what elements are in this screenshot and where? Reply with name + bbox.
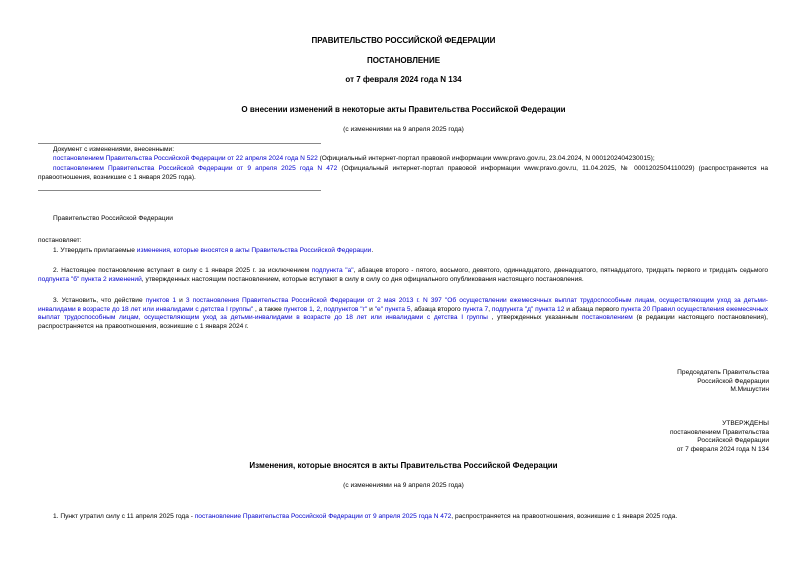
point-3-link[interactable]: 3 (185, 297, 190, 304)
subpoint-e-point-5-link[interactable]: "е" пункта 5 (374, 305, 411, 313)
annex-paragraph-1-end: , распространяется на правоотношения, возникшие с 1 января 2025 года. (451, 513, 678, 520)
amendment-472-details: (Официальный интернет-портал правовой информации www.pravo.gov.ru, 11.04.2025, № 0001202504110029) (распространяется на правоотношения, возникшие с 1 января 2025 года). (38, 165, 768, 181)
decides-line: постановляет: (38, 237, 82, 244)
signature-org: Российской Федерации (697, 377, 769, 385)
approved-date: от 7 февраля 2024 года N 134 (676, 446, 769, 454)
paragraph-2-text: 2. Настоящее постановление вступает в силу с 1 января 2025 г. за исключением (53, 267, 312, 274)
document-title: О внесении изменений в некоторые акты Правительства Российской Федерации (241, 105, 566, 114)
paragraph-3 (38, 297, 768, 332)
rules-point-1-link[interactable]: пунктов 1 (283, 305, 313, 313)
changes-item-2 (38, 165, 768, 182)
changes-bottom-divider (38, 190, 321, 191)
point-7-link[interactable]: пункта 7 (462, 305, 489, 313)
paragraph-3-text: , абзаца второго (410, 305, 463, 313)
rules-point-2-link[interactable]: 2 (316, 305, 321, 313)
date-number-heading: от 7 февраля 2024 года N 134 (345, 75, 462, 84)
approved-label: УТВЕРЖДЕНЫ (722, 420, 769, 427)
paragraph-2 (38, 267, 768, 284)
subpoints-g-link[interactable]: подпунктов "г" (323, 305, 368, 313)
paragraph-3-text: и (176, 297, 186, 304)
subparagraph-a-link[interactable]: подпункта "а" (311, 267, 354, 274)
amendment-link-522[interactable]: постановлением Правительства Российской Федерации от 22 апреля 2024 года N 522 (53, 155, 318, 162)
approved-org: Российской Федерации (697, 437, 769, 445)
amendment-link-472[interactable]: постановлением Правительства Российской Федерации от 9 апреля 2025 года N 472 (53, 165, 338, 172)
amendment-522-details: (Официальный интернет-портал правовой информации www.pravo.gov.ru, 23.04.2024, N 0001202404230015); (317, 155, 655, 162)
paragraph-3-text: и (367, 305, 375, 313)
paragraph-1 (53, 247, 768, 256)
amended-note: (с изменениями на 9 апреля 2025 года) (343, 126, 464, 133)
approved-block (469, 420, 769, 455)
government-line: Правительство Российской Федерации (53, 215, 173, 222)
decree-link[interactable]: постановлением (581, 314, 633, 322)
paragraph-3-text: , а также (253, 305, 284, 313)
approved-by: постановлением Правительства (669, 428, 769, 436)
paragraph-1-text: 1. Утвердить прилагаемые (53, 247, 137, 254)
point-20-rules-link[interactable]: пункта 20 Правил осуществления ежемесячных выплат трудоспособным лицам, осуществляющим уход за детьми-инвалидами в возрасте до 18 лет или инвалидами с детства I группы (38, 305, 768, 322)
subparagraph-b-link[interactable]: подпункта "б" пункта 2 изменений (38, 275, 142, 283)
annex-title: Изменения, которые вносятся в акты Правительства Российской Федерации (249, 461, 558, 470)
signature-position: Председатель Правительства (677, 369, 769, 376)
changes-item-1 (53, 155, 768, 164)
paragraph-3-text: , (488, 305, 492, 313)
signature-name: М.Мишустин (730, 386, 769, 394)
changes-annex-link[interactable]: изменения, которые вносятся в акты Правительства Российской Федерации (136, 247, 372, 254)
subpoint-d-point-12-link[interactable]: подпункта "д" пункта 12 (491, 305, 565, 313)
government-heading: ПРАВИТЕЛЬСТВО РОССИЙСКОЙ ФЕДЕРАЦИИ (311, 36, 496, 45)
changes-intro: Документ с изменениями, внесенными: (53, 146, 175, 153)
annex-decree-472-link[interactable]: постановление Правительства Российской Федерации от 9 апреля 2025 года N 472 (194, 513, 452, 520)
paragraph-1-end: . (371, 247, 374, 254)
paragraph-2-end: , утвержденных настоящим постановлением, которые вступают в силу в силу со дня официального опубликования настоящего постановления. (141, 275, 584, 283)
decree-397-link[interactable]: постановления Правительства Российской Федерации от 2 мая 2013 г. N 397 "Об осуществлении ежемесячных выплат трудоспособным лицам, осуществляющим уход за детьми-инвалидами в возрасте до 18 лет или инвалидами с детства I группы" (38, 297, 768, 313)
paragraph-3-text: , (320, 305, 324, 313)
signature-block (469, 369, 769, 395)
point-1-link[interactable]: пунктов 1 (145, 297, 177, 304)
paragraph-3-text: , утвержденных указанным (487, 314, 582, 322)
changes-top-divider (38, 143, 321, 144)
annex-paragraph-1 (53, 513, 768, 522)
doc-type-heading: ПОСТАНОВЛЕНИЕ (366, 56, 441, 65)
paragraph-3-text: 3. Установить, что действие (53, 297, 146, 304)
annex-paragraph-1-text: 1. Пункт утратил силу с 11 апреля 2025 года - (53, 513, 195, 520)
paragraph-3-end: (в редакции настоящего постановления), распространяется на правоотношения, возникшие с 1 января 2024 г. (38, 314, 768, 331)
paragraph-3-text: и абзаца первого (564, 305, 621, 313)
annex-amended-note: (с изменениями на 9 апреля 2025 года) (343, 482, 464, 489)
paragraph-3-text: , (312, 305, 317, 313)
paragraph-2-mid: , абзацев второго - пятого, восьмого, девятого, одиннадцатого, двенадцатого, пятнадцатого, тридцать первого и тридцать седьмого (353, 267, 768, 274)
